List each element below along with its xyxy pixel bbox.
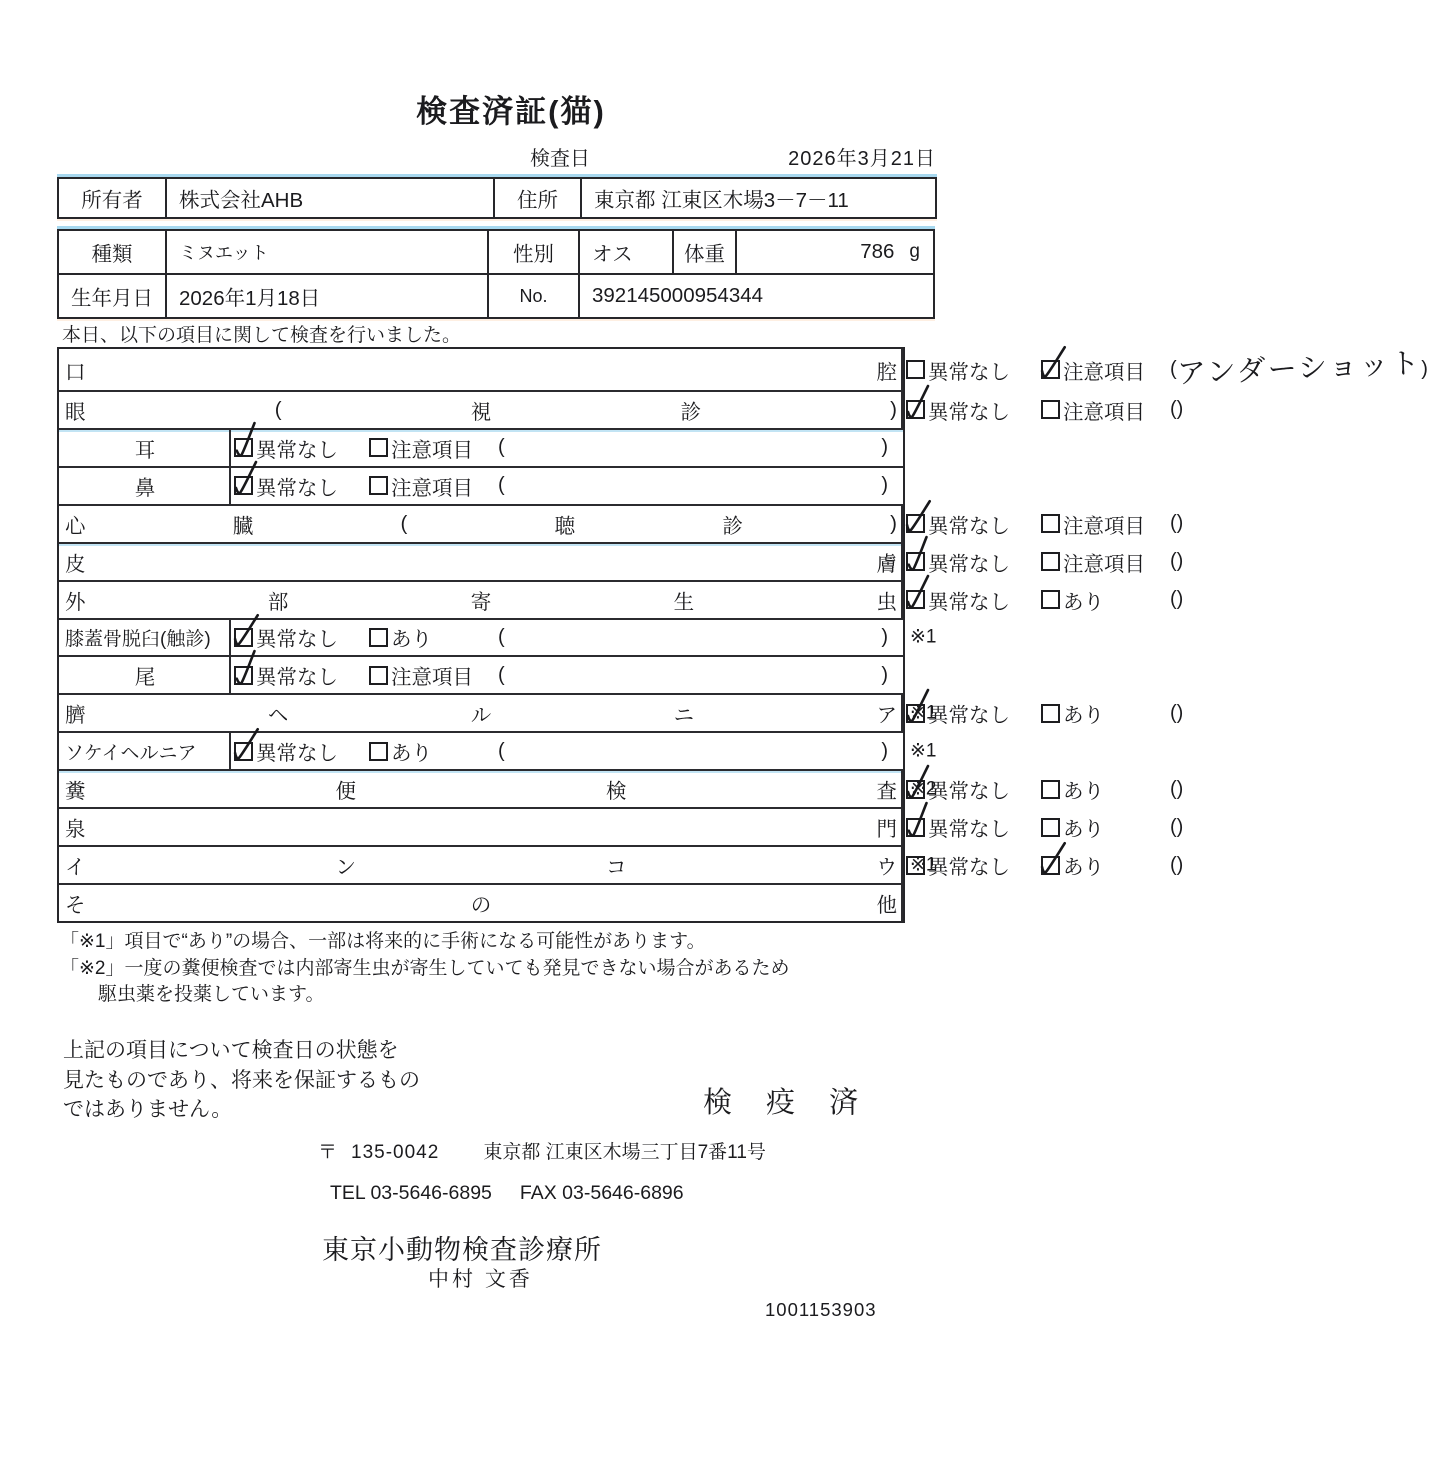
option-no-abnormality	[234, 736, 369, 766]
option-caution	[1041, 395, 1170, 425]
option-label: 異常なし	[928, 590, 1010, 614]
handwritten-finding	[505, 664, 881, 680]
sex-value: オス	[580, 231, 674, 273]
exam-row-external-parasites	[59, 580, 1104, 618]
finding-parens	[498, 626, 888, 649]
option-present	[1041, 585, 1170, 615]
postal-code: 135-0042	[351, 1142, 440, 1163]
option-label: 注意項目	[391, 666, 473, 690]
exam-item-label: そ の 他	[59, 885, 903, 921]
option-label: 注意項目	[1063, 400, 1145, 424]
exam-row-cryptorchidism	[59, 845, 1104, 883]
clinic-postal-address	[318, 1137, 766, 1164]
exam-item-label: 口 腔	[59, 349, 903, 390]
checkbox-unchecked	[369, 628, 388, 647]
exam-row-tail	[59, 655, 903, 693]
birth-value: 2026年1月18日	[167, 275, 489, 317]
checkbox-checked	[906, 590, 925, 609]
option-caution	[1041, 547, 1170, 577]
option-label: あり	[1063, 590, 1104, 614]
clinic-address: 東京都 江東区木場三丁目7番11号	[483, 1142, 766, 1163]
address-label: 住所	[495, 179, 582, 217]
intro-sentence: 本日、以下の項目に関して検査を行いました。	[62, 325, 462, 346]
option-label: 異常なし	[928, 780, 1010, 804]
checkbox-checked	[1041, 360, 1060, 379]
clinic-tel: TEL 03-5646-6895	[330, 1182, 492, 1204]
microchip-no-value: 392145000954344	[592, 284, 764, 307]
exam-item-label: イ ン コ ウ	[59, 847, 903, 883]
exam-item-label: 耳	[59, 430, 231, 466]
option-label: 異常なし	[256, 628, 338, 652]
handwritten-finding	[505, 437, 881, 453]
option-label: 異常なし	[928, 704, 1010, 728]
weight-label: 体重	[674, 231, 737, 273]
finding-parens	[498, 474, 888, 497]
option-present	[1041, 850, 1170, 880]
postal-mark: 〒	[318, 1142, 338, 1163]
checkbox-checked	[906, 552, 925, 571]
finding-parens	[1170, 512, 1183, 535]
checkbox-unchecked	[906, 360, 925, 379]
weight-number: 786	[860, 240, 895, 263]
option-label: あり	[1063, 818, 1104, 842]
option-no-abnormality	[234, 471, 369, 501]
exam-table	[57, 347, 1422, 923]
option-label: あり	[391, 628, 432, 652]
option-label: 注意項目	[1063, 514, 1145, 538]
finding-parens	[1170, 778, 1183, 801]
inspection-date-label: 検査日	[530, 148, 590, 170]
option-present	[369, 736, 498, 766]
clinic-fax: FAX 03-5646-6896	[519, 1182, 684, 1204]
option-label: あり	[1063, 856, 1104, 880]
footnote-ref: ※1	[910, 854, 937, 876]
option-present	[1041, 812, 1170, 842]
handwritten-finding	[505, 475, 881, 491]
checkbox-unchecked	[1041, 780, 1060, 799]
handwritten-finding	[505, 626, 881, 642]
weight-value	[737, 231, 933, 273]
option-no-abnormality	[906, 812, 1041, 842]
disclaimer-line: 見たものであり、将来を保証するもの	[63, 1068, 420, 1092]
footnote-2-continued: 駆虫薬を投薬しています。	[98, 984, 325, 1005]
option-no-abnormality	[234, 660, 369, 690]
exam-item-label: 泉 門	[59, 809, 903, 845]
weight-unit: g	[909, 241, 920, 262]
exam-item-label: 膝蓋骨脱臼(触診)	[59, 620, 231, 656]
option-no-abnormality	[906, 585, 1041, 615]
option-label: あり	[391, 742, 432, 766]
checkbox-unchecked	[1041, 400, 1060, 419]
option-label: 異常なし	[256, 476, 338, 500]
exam-row-umbilical-hernia	[59, 693, 1104, 731]
checkbox-unchecked	[369, 666, 388, 685]
owner-value: 株式会社AHB	[167, 179, 495, 217]
breed-label: 種類	[59, 231, 167, 273]
exam-row-skin	[59, 542, 1145, 580]
finding-parens	[1170, 854, 1183, 877]
checkbox-checked	[906, 514, 925, 533]
checkbox-checked	[906, 818, 925, 837]
footnote-ref: ※2	[910, 778, 937, 800]
option-caution	[1041, 355, 1170, 385]
footnote-ref: ※1	[910, 626, 937, 648]
page-title: 検査済証(猫)	[416, 94, 606, 129]
option-label: 注意項目	[1063, 360, 1145, 384]
option-label: 注意項目	[1063, 552, 1145, 576]
address-value: 東京都 江東区木場3－7－11	[594, 189, 849, 212]
exam-row-heart	[59, 504, 1145, 542]
option-caution	[1041, 509, 1170, 539]
finding-parens	[498, 664, 888, 687]
breed-value: ミヌエット	[167, 231, 489, 273]
quarantine-stamp: 検 疫 済	[703, 1087, 872, 1119]
checkbox-checked	[906, 400, 925, 419]
disclaimer-line: 上記の項目について検査日の状態を	[63, 1039, 399, 1062]
exam-item-label: 外 部 寄 生 虫	[59, 582, 903, 618]
handwritten-finding	[505, 740, 881, 756]
option-present	[1041, 774, 1170, 804]
option-caution	[369, 471, 498, 501]
option-label: 異常なし	[928, 552, 1010, 576]
footnote-ref: ※1	[910, 740, 937, 762]
exam-item-label: 尾	[59, 657, 231, 693]
checkbox-unchecked	[369, 476, 388, 495]
exam-row-fontanelle	[59, 807, 1104, 845]
exam-row-fecal-exam	[59, 769, 1104, 807]
option-label: 異常なし	[928, 400, 1010, 424]
finding-parens	[1170, 816, 1183, 839]
checkbox-checked	[234, 666, 253, 685]
exam-row-ears	[59, 428, 903, 466]
inspection-date-value: 2026年3月21日	[788, 148, 936, 170]
checkbox-checked	[234, 742, 253, 761]
serial-number: 1001153903	[765, 1299, 877, 1320]
option-label: 異常なし	[256, 438, 338, 462]
disclaimer	[63, 1036, 420, 1125]
pet-info-table	[57, 229, 935, 319]
footnote-1: 「※1」項目で“あり”の場合、一部は将来的に手術になる可能性があります。	[60, 931, 706, 952]
option-label: あり	[1063, 780, 1104, 804]
finding-parens	[1170, 588, 1183, 611]
exam-row-oral	[59, 347, 1422, 391]
exam-row-nose	[59, 466, 903, 504]
checkbox-unchecked	[1041, 514, 1060, 533]
checkbox-unchecked	[1041, 818, 1060, 837]
exam-item-label: 鼻	[59, 468, 231, 504]
finding-parens	[498, 740, 888, 763]
exam-item-label: 眼 ( 視 診 )	[59, 392, 903, 428]
option-label: 異常なし	[256, 666, 338, 690]
option-present	[369, 622, 498, 652]
option-label: 異常なし	[928, 856, 1010, 880]
exam-item-label: 臍 ヘ ル ニ ア	[59, 695, 903, 731]
option-present	[1041, 698, 1170, 728]
checkbox-unchecked	[369, 438, 388, 457]
footnotes	[60, 929, 790, 1009]
exam-item-label: 糞 便 検 査	[59, 771, 903, 807]
finding-parens	[1170, 398, 1183, 421]
option-label: 異常なし	[928, 818, 1010, 842]
exam-row-patella	[59, 618, 937, 656]
finding-parens	[1170, 550, 1183, 573]
clinic-tel-fax	[330, 1182, 684, 1205]
exam-row-inguinal-hernia	[59, 731, 937, 769]
footnote-ref: ※1	[910, 702, 937, 724]
option-label: あり	[1063, 704, 1104, 728]
footnote-2: 「※2」一度の糞便検査では内部寄生虫が寄生していても発見できない場合があるため	[60, 957, 790, 979]
checkbox-unchecked	[1041, 590, 1060, 609]
checkbox-unchecked	[1041, 704, 1060, 723]
checkbox-unchecked	[369, 742, 388, 761]
option-caution	[369, 433, 498, 463]
owner-label: 所有者	[59, 179, 167, 217]
option-label: 注意項目	[391, 438, 473, 462]
exam-item-label: 心 臓 ( 聴 診 )	[59, 506, 903, 542]
checkbox-checked	[1041, 856, 1060, 875]
sex-label: 性別	[489, 231, 580, 273]
empty-content-cell	[903, 885, 906, 921]
checkbox-checked	[234, 438, 253, 457]
handwritten-finding: ( アンダーショット	[1176, 347, 1422, 391]
finding-parens	[1170, 349, 1428, 390]
option-label: 異常なし	[928, 360, 1010, 384]
finding-parens	[1170, 702, 1183, 725]
exam-item-label: ソケイヘルニア	[59, 733, 231, 769]
clinic-name: 東京小動物検査診療所	[322, 1235, 602, 1265]
birth-label: 生年月日	[59, 275, 167, 317]
checkbox-unchecked	[1041, 552, 1060, 571]
option-label: 注意項目	[391, 476, 473, 500]
exam-row-eyes	[59, 390, 1145, 428]
option-caution	[369, 660, 498, 690]
disclaimer-line: ではありません。	[63, 1098, 233, 1121]
finding-parens	[498, 436, 888, 459]
option-no-abnormality	[906, 395, 1041, 425]
inspection-date-row	[530, 142, 936, 171]
option-no-abnormality	[906, 355, 1041, 385]
option-label: 異常なし	[928, 514, 1010, 538]
owner-table	[57, 177, 937, 219]
microchip-no-label: No.	[489, 275, 580, 317]
exam-item-label: 皮 膚	[59, 544, 903, 580]
veterinarian-name: 中村 文香	[428, 1268, 533, 1291]
exam-row-other	[59, 883, 903, 921]
checkbox-checked	[234, 476, 253, 495]
option-label: 異常なし	[256, 742, 338, 766]
checkbox-checked	[234, 628, 253, 647]
